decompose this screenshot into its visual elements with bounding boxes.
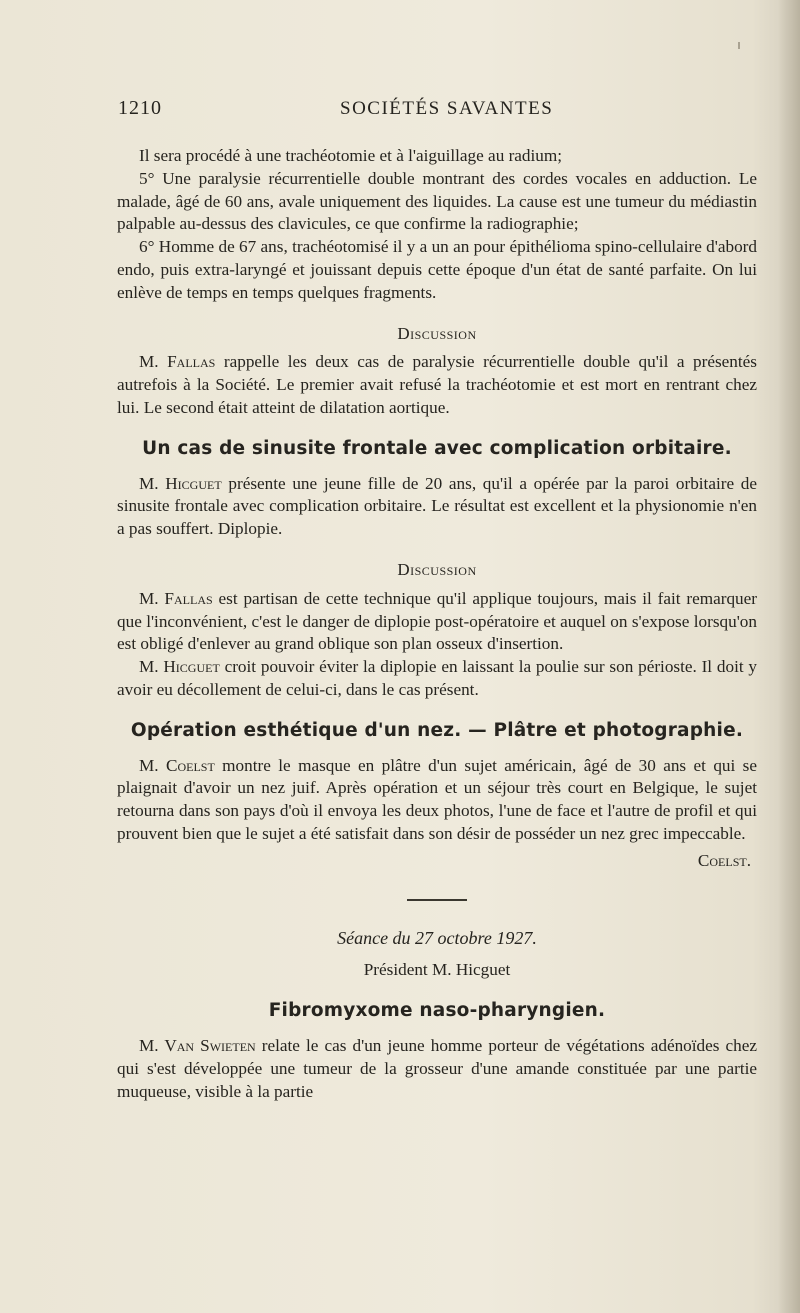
page-body bbox=[117, 145, 757, 1103]
sinusite-paragraph bbox=[117, 473, 757, 541]
paragraph-text: montre le masque en plâtre d'un sujet américain, âgé de 30 ans et qui se plaignait d'avoir un nez juif. Après opération et un séjour très court en Belgique, le sujet retourna dans son pays d'où il envoya les deux photos, l'une de face et l'autre de profil et qui prouvent bien que le sujet a été satisfait dans son désir de posséder un nez grec impeccable. bbox=[117, 755, 757, 843]
speaker-name: M. Fallas bbox=[139, 352, 216, 372]
paragraph-text: rappelle les deux cas de paralysie récurrentielle double qu'il a présentés autrefois à la Société. Le premier avait refusé la trachéotomie et est mort en rentrant chez lui. Le second était atteint de dilatation aortique. bbox=[117, 352, 757, 417]
running-head-title: SOCIÉTÉS SAVANTES bbox=[340, 98, 554, 119]
intro-line: Il sera procédé à une trachéotomie et à l'aiguillage au radium; bbox=[139, 146, 563, 165]
discussion-paragraph bbox=[117, 588, 757, 656]
nez-paragraph bbox=[117, 755, 757, 846]
discussion-heading: Discussion bbox=[397, 323, 477, 343]
speaker-name: M. Van Swieten bbox=[139, 1035, 256, 1055]
fibromyxome-paragraph bbox=[117, 1035, 757, 1103]
speaker-name: M. Fallas bbox=[139, 588, 213, 608]
discussion-heading: Discussion bbox=[397, 559, 477, 579]
section-title-sinusite: Un cas de sinusite frontale avec complication orbitaire. bbox=[142, 437, 732, 459]
speaker-name: M. Hicguet bbox=[139, 473, 222, 493]
paper-speck bbox=[738, 42, 740, 49]
page-edge-shadow bbox=[778, 0, 800, 1313]
speaker-name: M. Hicguet bbox=[139, 657, 220, 677]
section-divider-rule bbox=[407, 899, 467, 901]
running-head bbox=[118, 97, 758, 125]
seance-president: Président M. Hicguet bbox=[363, 960, 511, 980]
page-number: 1210 bbox=[118, 97, 162, 119]
discussion-paragraph bbox=[117, 656, 757, 702]
paragraph-text: croit pouvoir éviter la diplopie en laissant la poulie sur son périoste. Il doit y avoir eu décollement de celui-ci, dans le cas présent. bbox=[117, 657, 757, 699]
discussion-paragraph bbox=[117, 351, 757, 419]
paragraph-text: présente une jeune fille de 20 ans, qu'il a opérée par la paroi orbitaire de sinusite frontale avec complication orbitaire. Le résultat est excellent et la physionomie n'en a pas souffert. Diplopie. bbox=[117, 473, 758, 539]
seance-date: Séance du 27 octobre 1927. bbox=[337, 927, 537, 948]
case-6-paragraph: 6° Homme de 67 ans, trachéotomisé il y a un an pour épithélioma spino-cellulaire d'abord endo, puis extra-laryngé et jouissant depuis cette époque d'un état de santé parfaite. On lui enlève de temps en temps quelques fragments. bbox=[117, 237, 757, 302]
author-signature: Coelst. bbox=[697, 850, 751, 870]
section-title-nez: Opération esthétique d'un nez. — Plâtre et photographie. bbox=[130, 719, 744, 741]
paragraph-text: relate le cas d'un jeune homme porteur de végétations adénoïdes chez qui s'est développée une tumeur de la grosseur d'une amande constituée par une partie muqueuse, visible à la partie bbox=[117, 1035, 757, 1101]
speaker-name: M. Coelst bbox=[139, 755, 215, 775]
case-5-paragraph: 5° Une paralysie récurrentielle double montrant des cordes vocales en adduction. Le malade, âgé de 60 ans, avale uniquement des liquides. La cause est une tumeur du médiastin palpable au-dessus des clavicules, ce que confirme la radiographie; bbox=[117, 168, 757, 234]
section-title-fibromyxome: Fibromyxome naso-pharyngien. bbox=[268, 1000, 606, 1022]
paragraph-text: est partisan de cette technique qu'il applique toujours, mais il fait remarquer que l'inconvénient, c'est le danger de diplopie post-opératoire et auquel on s'expose lorsqu'on est obligé d'enlever au grand oblique son plan osseux d'insertion. bbox=[117, 588, 757, 654]
